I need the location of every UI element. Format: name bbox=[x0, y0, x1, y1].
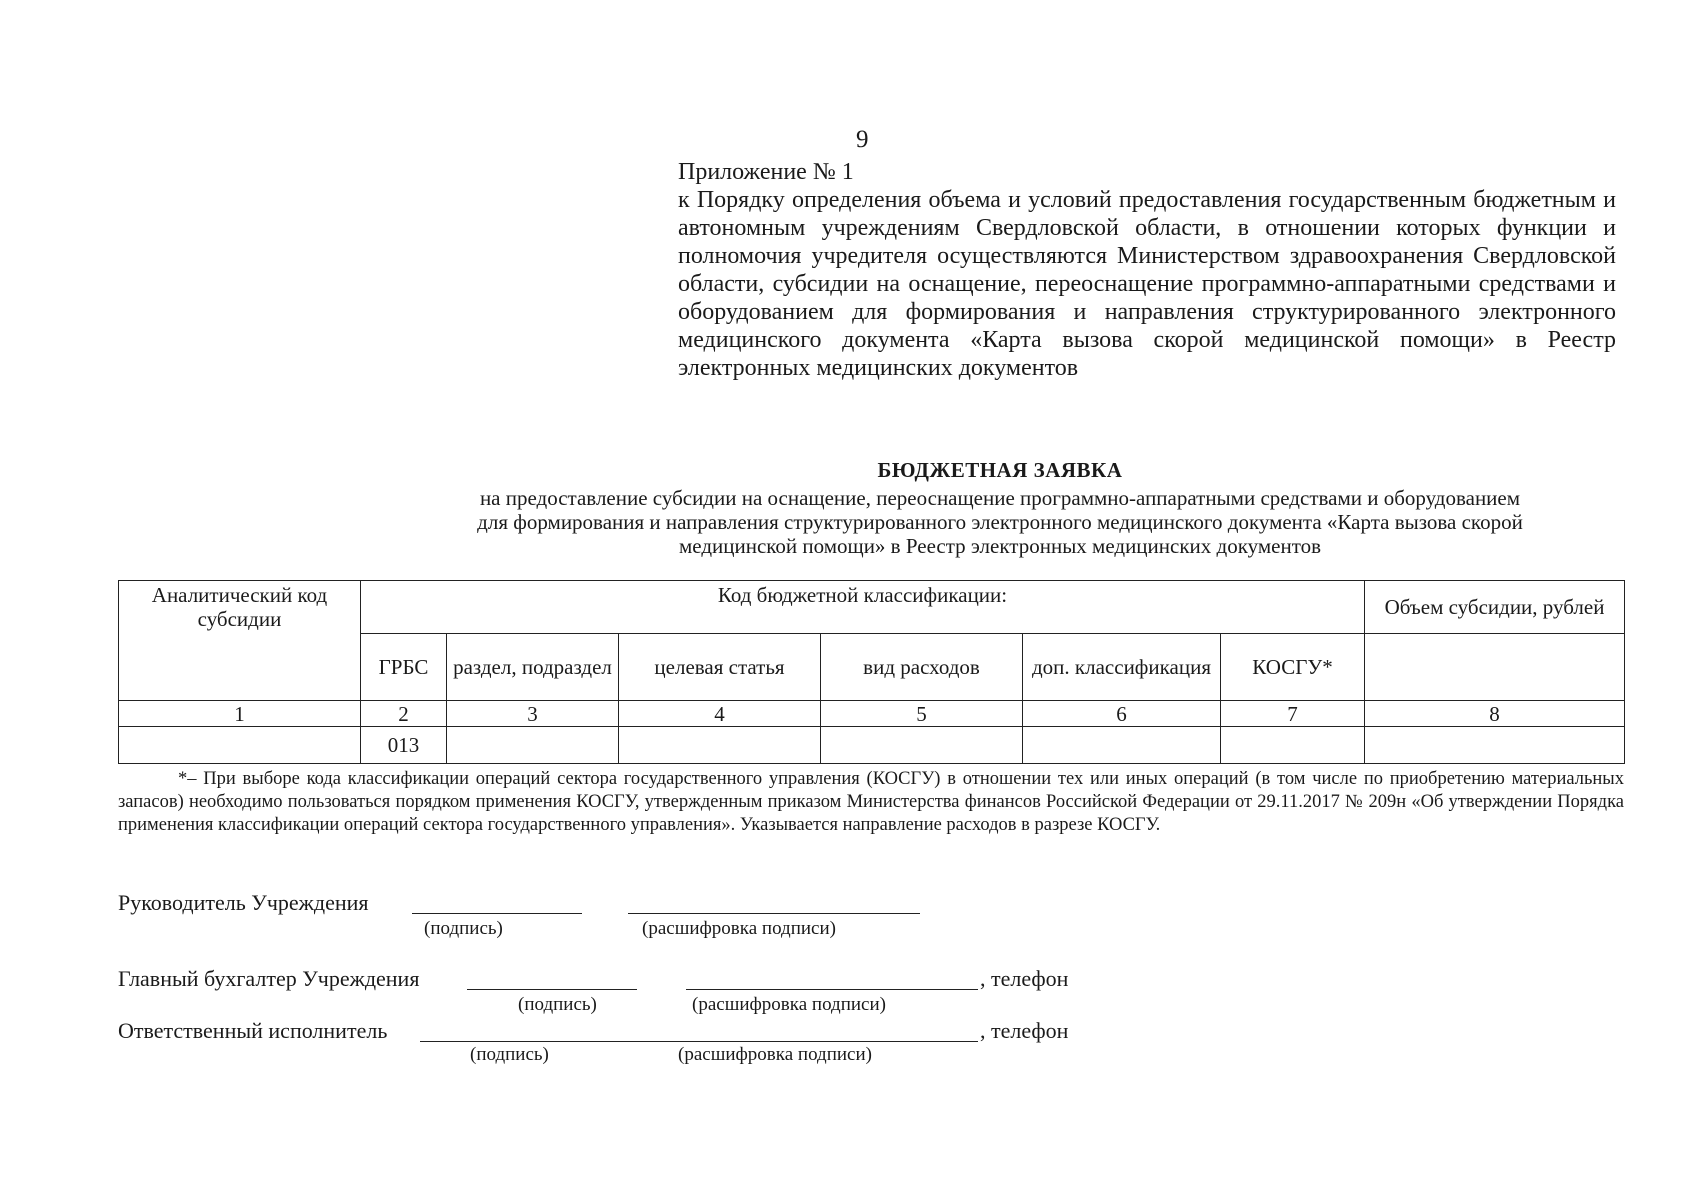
header-grbs: ГРБС bbox=[361, 634, 447, 701]
table-cell bbox=[619, 727, 821, 764]
header-kbk-group: Код бюджетной классификации: bbox=[361, 581, 1365, 634]
table-cell bbox=[1023, 727, 1221, 764]
header-expense-type: вид расходов bbox=[821, 634, 1023, 701]
document-title: БЮДЖЕТНАЯ ЗАЯВКА bbox=[877, 458, 1123, 482]
head-signature-hint: (подпись) bbox=[424, 918, 503, 939]
table-cell bbox=[1221, 727, 1365, 764]
table-cell-grbs: 013 bbox=[361, 727, 447, 764]
table-cell bbox=[447, 727, 619, 764]
table-header-row bbox=[119, 581, 1625, 634]
table-cell bbox=[1365, 727, 1625, 764]
executor-phone-label: , телефон bbox=[980, 1018, 1069, 1043]
head-decoding-hint: (расшифровка подписи) bbox=[642, 918, 836, 939]
header-analytic-code: Аналитический код субсидии bbox=[119, 581, 361, 701]
head-label: Руководитель Учреждения bbox=[118, 890, 369, 915]
head-signature-line bbox=[412, 913, 582, 914]
annex-title: Приложение № 1 bbox=[678, 159, 854, 185]
page-number: 9 bbox=[856, 126, 869, 153]
document-subtitle bbox=[378, 486, 1622, 558]
document-subtitle-line: медицинской помощи» в Реестр электронных медицинских документов bbox=[678, 534, 1322, 558]
column-number: 2 bbox=[361, 701, 447, 727]
header-extra-classification: доп. классификация bbox=[1023, 634, 1221, 701]
annex-header bbox=[678, 158, 1616, 382]
column-number: 8 bbox=[1365, 701, 1625, 727]
accountant-decoding-hint: (расшифровка подписи) bbox=[692, 994, 886, 1015]
column-number: 3 bbox=[447, 701, 619, 727]
document-subtitle-line: на предоставление субсидии на оснащение, переоснащение программно-аппаратными средствами и оборудованием bbox=[479, 486, 1521, 510]
executor-decoding-hint: (расшифровка подписи) bbox=[678, 1044, 872, 1065]
executor-label: Ответственный исполнитель bbox=[118, 1018, 388, 1043]
accountant-label: Главный бухгалтер Учреждения bbox=[118, 966, 420, 991]
accountant-decoding-line bbox=[686, 989, 978, 990]
header-target-article: целевая статья bbox=[619, 634, 821, 701]
accountant-signature-hint: (подпись) bbox=[518, 994, 597, 1015]
budget-classification-table bbox=[118, 580, 1625, 764]
executor-line bbox=[420, 1041, 978, 1042]
column-number: 5 bbox=[821, 701, 1023, 727]
column-number: 7 bbox=[1221, 701, 1365, 727]
kosgu-footnote: *– При выборе кода классификации операций сектора государственного управления (КОСГУ) в отношении тех или иных операций (в том числе по приобретению материальных запасов) необходимо пользоваться порядком применения КОСГУ, утвержденным приказом Министерства финансов Российской Федерации от 29.11.2017 № 209н «Об утверждении Порядка применения классификации операций сектора государственного управления». Указывается направление расходов в разрезе КОСГУ. bbox=[118, 769, 1624, 835]
header-section: раздел, подраздел bbox=[447, 634, 619, 701]
document-subtitle-line: для формирования и направления структурированного электронного медицинского документа «Карта вызова скорой bbox=[477, 510, 1523, 534]
column-number: 4 bbox=[619, 701, 821, 727]
annex-body: к Порядку определения объема и условий предоставления государственным бюджетным и автономным учреждениям Свердловской области, в отношении которых функции и полномочия учредителя осуществляются Министерством здравоохранения Свердловской области, субсидии на оснащение, переоснащение программно-аппаратными средствами и оборудованием для формирования и направления структурированного электронного медицинского документа «Карта вызова скорой медицинской помощи» в Реестр электронных медицинских документов bbox=[678, 187, 1616, 381]
header-kosgu: КОСГУ* bbox=[1221, 634, 1365, 701]
header-subsidy-volume: Объем субсидии, рублей bbox=[1365, 581, 1625, 634]
table-cell bbox=[119, 727, 361, 764]
header-volume-empty bbox=[1365, 634, 1625, 701]
table-row bbox=[119, 727, 1625, 764]
table-cell bbox=[821, 727, 1023, 764]
head-decoding-line bbox=[628, 913, 920, 914]
column-number-row bbox=[119, 701, 1625, 727]
executor-signature-hint: (подпись) bbox=[470, 1044, 549, 1065]
accountant-signature-line bbox=[467, 989, 637, 990]
column-number: 1 bbox=[119, 701, 361, 727]
accountant-phone-label: , телефон bbox=[980, 966, 1069, 991]
column-number: 6 bbox=[1023, 701, 1221, 727]
